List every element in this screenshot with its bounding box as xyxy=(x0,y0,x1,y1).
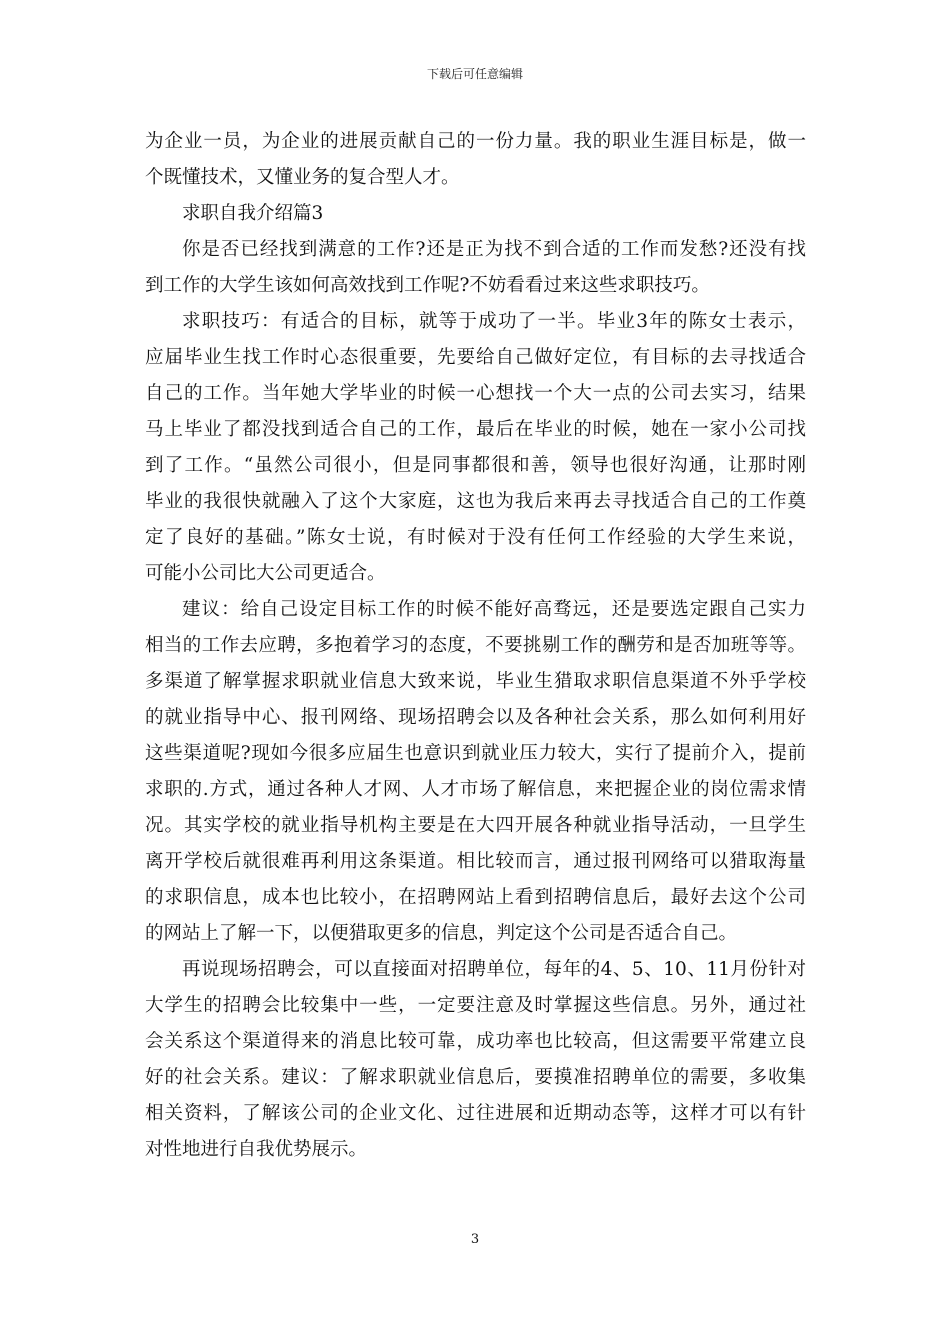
text-line: 马上毕业了都没找到适合自己的工作，最后在毕业的时候，她在一家小公司找 xyxy=(145,419,806,440)
page-number: 3 xyxy=(470,1232,480,1247)
page-header: 下载后可任意编辑 xyxy=(426,67,523,81)
text-line: 会关系这个渠道得来的消息比较可靠，成功率也比较高，但这需要平常建立良 xyxy=(145,1031,806,1052)
text-line: 大学生的招聘会比较集中一些，一定要注意及时掌握这些信息。另外，通过社 xyxy=(145,995,806,1016)
text-line: 好的社会关系。建议：了解求职就业信息后，要摸准招聘单位的需要，多收集 xyxy=(145,1067,806,1088)
text-line: 离开学校后就很难再利用这条渠道。相比较而言，通过报刊网络可以猎取海量 xyxy=(145,851,806,872)
text-line: 可能小公司比大公司更适合。 xyxy=(145,563,386,584)
text-line: 建议：给自己设定目标工作的时候不能好高骛远，还是要选定跟自己实力 xyxy=(182,599,806,620)
text-line: 对性地进行自我优势展示。 xyxy=(145,1139,368,1160)
text-line: 你是否已经找到满意的工作?还是正为找不到合适的工作而发愁?还没有找 xyxy=(182,239,806,260)
text-line: 求职的.方式，通过各种人才网、人才市场了解信息，来把握企业的岗位需求情 xyxy=(145,779,806,800)
text-line: 的就业指导中心、报刊网络、现场招聘会以及各种社会关系，那么如何利用好 xyxy=(145,707,806,728)
text-line: 个既懂技术，又懂业务的复合型人才。 xyxy=(145,167,460,188)
text-line: 多渠道了解掌握求职就业信息大致来说，毕业生猎取求职信息渠道不外乎学校 xyxy=(145,671,806,692)
text-line: 况。其实学校的就业指导机构主要是在大四开展各种就业指导活动，一旦学生 xyxy=(145,815,806,836)
text-line: 相关资料，了解该公司的企业文化、过往进展和近期动态等，这样才可以有针 xyxy=(145,1103,806,1124)
text-line: 的求职信息，成本也比较小，在招聘网站上看到招聘信息后，最好去这个公司 xyxy=(145,887,806,908)
document-body xyxy=(145,124,806,1168)
text-line: 为企业一员，为企业的进展贡献自己的一份力量。我的职业生涯目标是，做一 xyxy=(145,131,806,152)
text-line: 到工作的大学生该如何高效找到工作呢?不妨看看过来这些求职技巧。 xyxy=(145,275,710,296)
text-line: 的网站上了解一下，以便猎取更多的信息，判定这个公司是否适合自己。 xyxy=(145,923,738,944)
text-line: 应届毕业生找工作时心态很重要，先要给自己做好定位，有目标的去寻找适合 xyxy=(145,347,806,368)
text-line: 这些渠道呢?现如今很多应届生也意识到就业压力较大，实行了提前介入，提前 xyxy=(145,743,806,764)
text-line: 毕业的我很快就融入了这个大家庭，这也为我后来再去寻找适合自己的工作奠 xyxy=(145,491,806,512)
text-line: 自己的工作。当年她大学毕业的时候一心想找一个大一点的公司去实习，结果 xyxy=(145,383,806,404)
text-line: 求职技巧：有适合的目标，就等于成功了一半。毕业3年的陈女士表示， xyxy=(182,311,806,332)
text-line: 再说现场招聘会，可以直接面对招聘单位，每年的4、5、10、11月份针对 xyxy=(182,959,806,980)
text-line: 到了工作。“虽然公司很小，但是同事都很和善，领导也很好沟通，让那时刚 xyxy=(145,455,806,476)
text-line: 相当的工作去应聘，多抱着学习的态度，不要挑剔工作的酬劳和是否加班等等。 xyxy=(145,635,806,656)
text-line: 定了良好的基础。”陈女士说，有时候对于没有任何工作经验的大学生来说， xyxy=(145,527,806,548)
section-heading: 求职自我介绍篇3 xyxy=(182,203,324,224)
